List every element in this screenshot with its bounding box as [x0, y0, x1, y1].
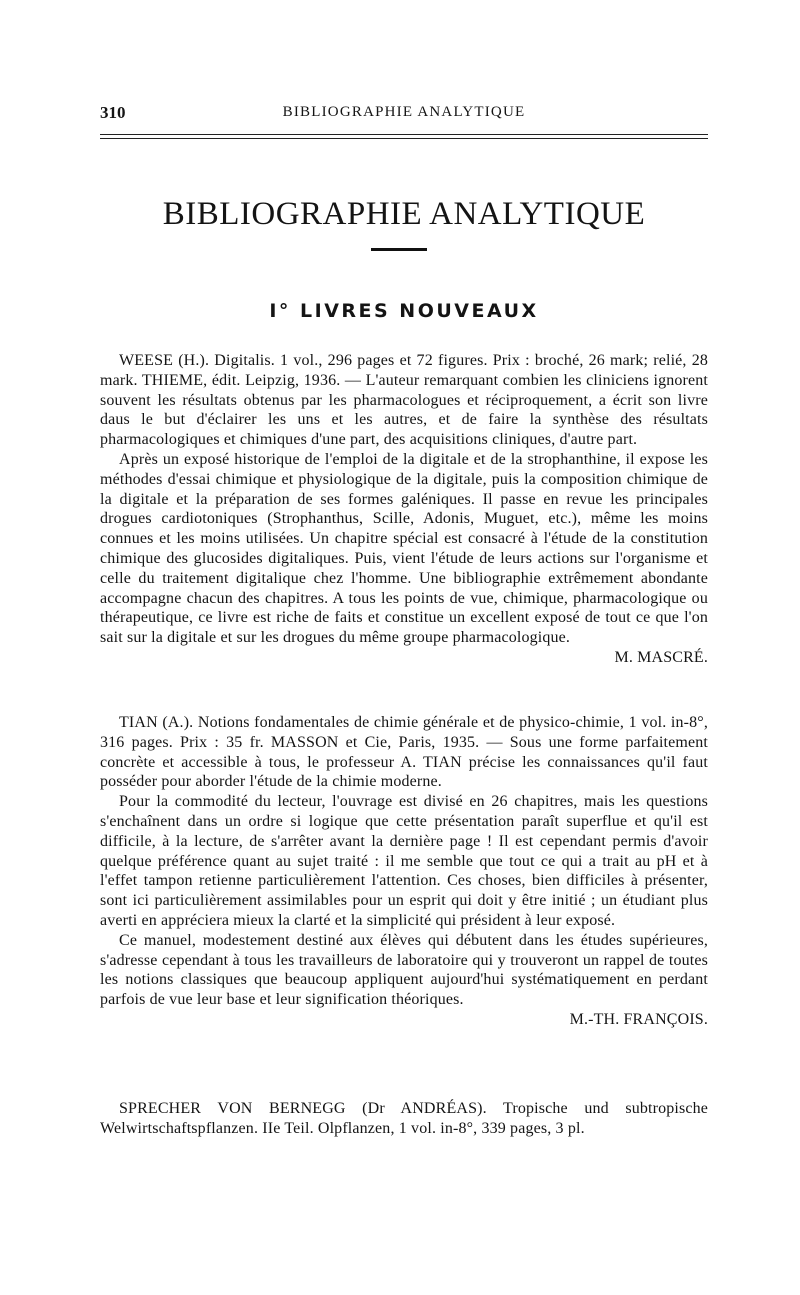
header-rule-top	[100, 134, 708, 135]
review-tian	[100, 713, 708, 1030]
review-weese	[100, 351, 708, 668]
page-title: BIBLIOGRAPHIE ANALYTIQUE	[162, 196, 646, 232]
header-rule-bottom	[100, 138, 708, 139]
page-number: 310	[100, 103, 126, 122]
review-sprecher	[100, 1099, 708, 1139]
running-title: BIBLIOGRAPHIE ANALYTIQUE	[282, 104, 526, 120]
reviewer-signature: M. MASCRÉ.	[614, 648, 708, 666]
review-paragraph: Ce manuel, modestement destiné aux élèves qui débutent dans les études supérieures, s'adresse cependant à tous les travailleurs de laboratoire qui y trouveront un rappel de toutes les notions classiques que beaucoup appliquent aujourd'hui systématiquement en perdant parfois de vue leur base et leur signification théoriques.	[100, 931, 708, 1009]
section-heading: I° LIVRES NOUVEAUX	[269, 300, 539, 322]
review-paragraph: Pour la commodité du lecteur, l'ouvrage est divisé en 26 chapitres, mais les questions s'enchaînent dans un ordre si logique que cette présentation paraît superflue et qu'il est difficile, à la lecture, de s'arrêter avant la dernière page ! Il est cependant permis d'avoir quelque préférence quant au sujet traité : il me semble que tout ce qui a trait au pH et à l'effet tampon retienne particulièrement l'attention. Ces choses, bien difficiles à présenter, sont ici particulièrement assimilables pour un esprit qui doit y être initié ; un étudiant plus averti en appréciera mieux la clarté et la simplicité qui président à leur exposé.	[100, 793, 708, 929]
review-paragraph: TIAN (A.). Notions fondamentales de chimie générale et de physico-chimie, 1 vol. in-8°, 316 pages. Prix : 35 fr. MASSON et Cie, Paris, 1935. — Sous une forme parfaitement concrète et accessible à tous, le professeur A. TIAN précise les connaissances qu'il faut posséder pour aborder l'étude de la chimie moderne.	[100, 714, 708, 791]
review-paragraph: SPRECHER VON BERNEGG (Dr ANDRÉAS). Tropische und subtropische Welwirtschaftspflanzen. IIe Teil. Olpflanzen, 1 vol. in-8°, 339 pages, 3 pl.	[100, 1100, 708, 1137]
title-dash	[371, 248, 427, 251]
running-head	[100, 101, 708, 127]
review-paragraph: Après un exposé historique de l'emploi de la digitale et de la strophanthine, il expose les méthodes d'essai chimique et physiologique de la digitale, puis la composition chimique de la digitale et la préparation de ses formes galéniques. Il passe en revue les principales drogues cardiotoniques (Strophanthus, Scille, Adonis, Muguet, etc.), même les moins connues et les moins utilisées. Un chapitre spécial est consacré à l'étude de la constitution chimique des glucosides digitaliques. Puis, vient l'étude de leurs actions sur l'organisme et celle du traitement digitalique chez l'homme. Une bibliographie extrêmement abondante accompagne chacun des chapitres. A tous les points de vue, chimique, pharmacologique ou thérapeutique, ce livre est riche de faits et constitue un excellent exposé de tout ce que l'on sait sur la digitale et sur les drogues du même groupe pharmacologique.	[100, 450, 708, 647]
review-paragraph: WEESE (H.). Digitalis. 1 vol., 296 pages et 72 figures. Prix : broché, 26 mark; relié, 28 mark. THIEME, édit. Leipzig, 1936. — L'auteur remarquant combien les cliniciens ignorent souvent les résultats obtenus par les pharmacologues et réciproquement, a écrit son livre daus le but d'éclairer les uns et les autres, et de faire la synthèse des résultats pharmacologiques et chimiques d'une part, des acquisitions cliniques, d'autre part.	[100, 352, 708, 449]
reviewer-signature: M.-TH. FRANÇOIS.	[569, 1010, 708, 1028]
